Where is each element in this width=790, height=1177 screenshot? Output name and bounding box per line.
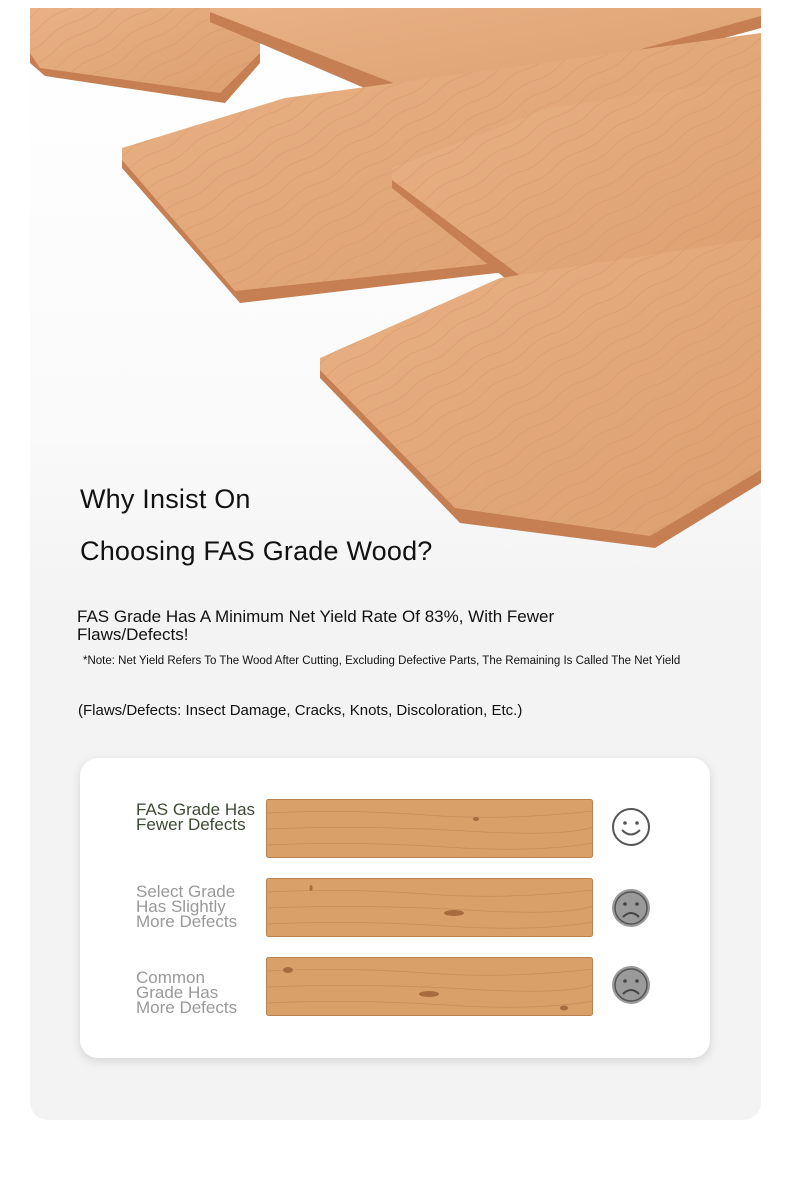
grade-label-select: Select Grade Has Slightly More Defects (136, 882, 238, 931)
heading-line-2: Choosing FAS Grade Wood? (80, 536, 433, 566)
flaws-description: (Flaws/Defects: Insect Damage, Cracks, Knots, Discoloration, Etc.) (78, 702, 523, 719)
wood-board-select (266, 878, 593, 937)
smile-face-icon (610, 806, 652, 848)
frown-face-icon (610, 964, 652, 1006)
wood-board-fas (266, 799, 593, 858)
product-panel (30, 8, 761, 1120)
grade-comparison-card (80, 758, 710, 1058)
grade-label-common: Common Grade Has More Defects (136, 968, 238, 1017)
net-yield-note: *Note: Net Yield Refers To The Wood After Cutting, Excluding Defective Parts, The Remaining Is Called The Net Yield (83, 655, 681, 667)
heading-line-1: Why Insist On (80, 484, 251, 514)
yield-subtitle: FAS Grade Has A Minimum Net Yield Rate Of 83%, With Fewer Flaws/Defects! (77, 607, 555, 644)
frown-face-icon (610, 887, 652, 929)
grade-label-fas: FAS Grade Has Fewer Defects (136, 800, 256, 834)
wood-board-common (266, 957, 593, 1016)
